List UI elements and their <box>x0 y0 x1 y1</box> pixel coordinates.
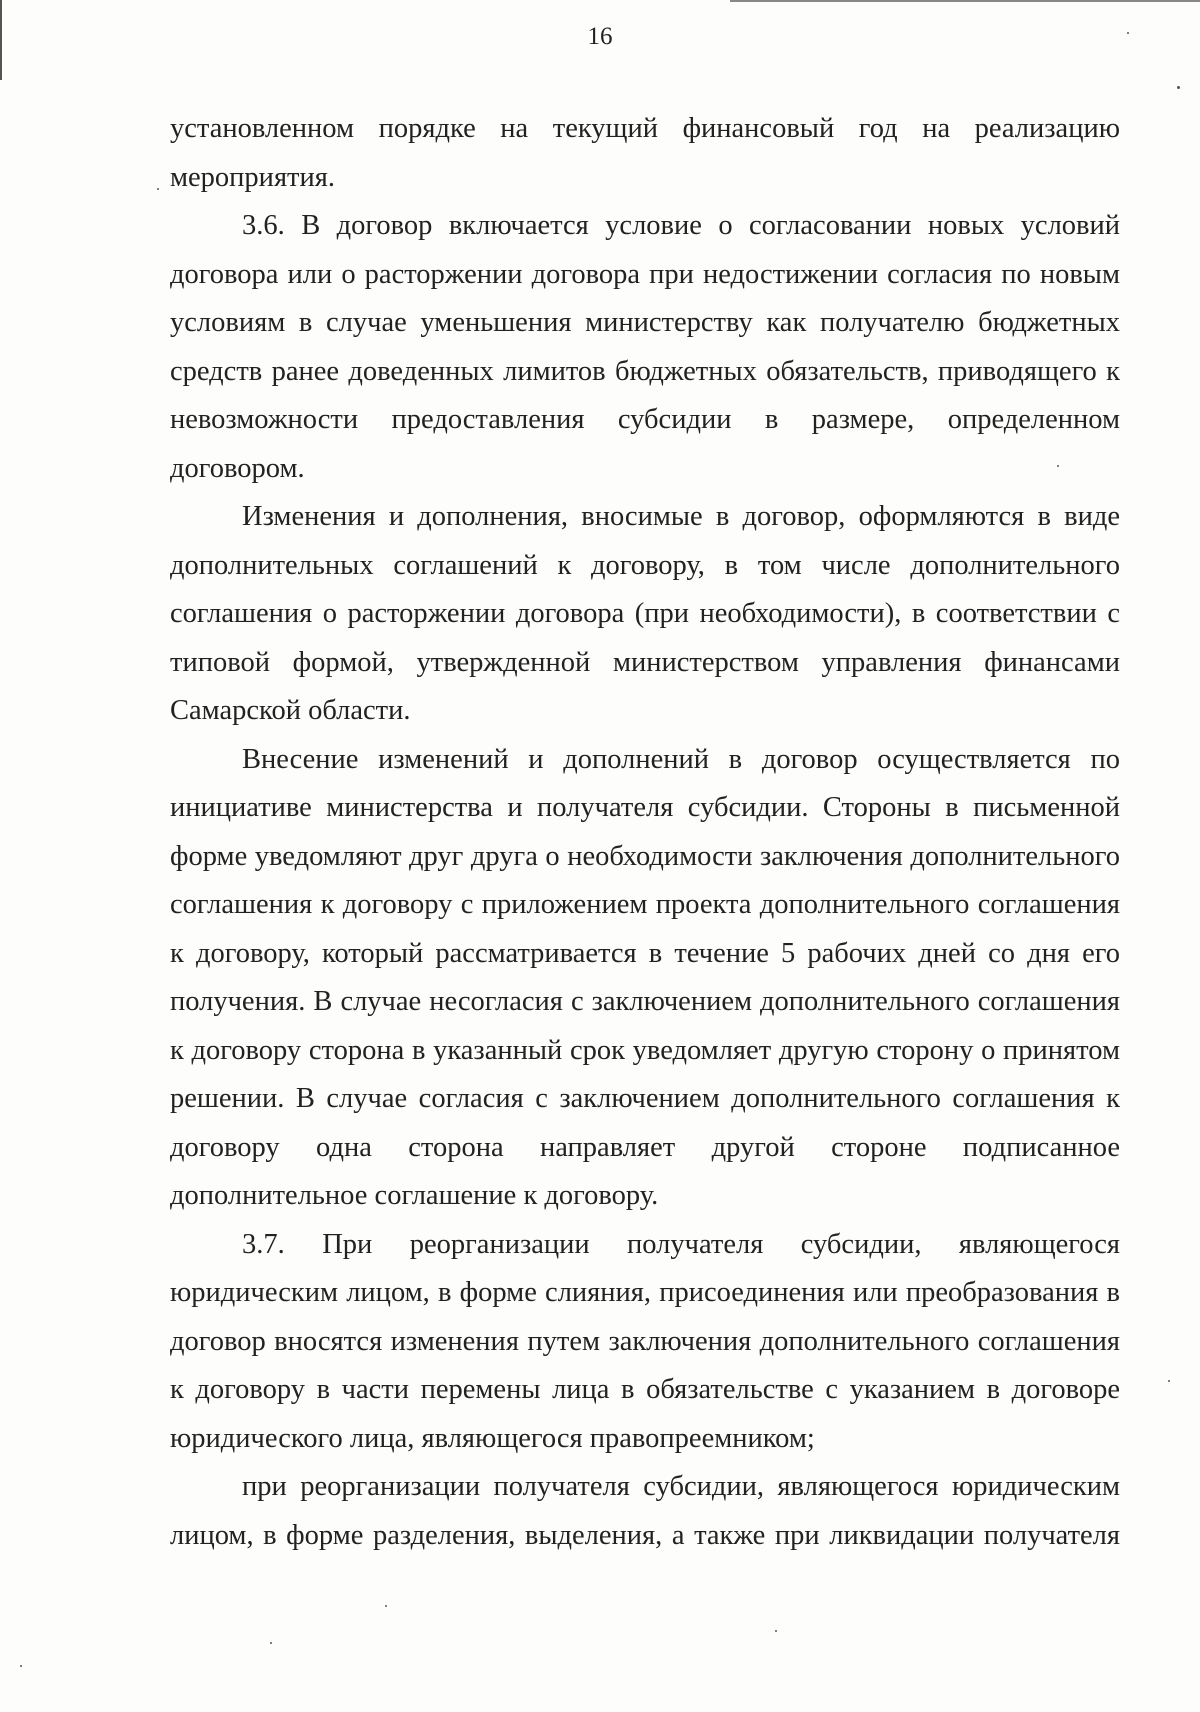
paragraph-amendment-procedure: Внесение изменений и дополнений в договор осуществляется по инициативе министерства и получателя субсидии. Стороны в письменной форме уведомляют друг друга о необходимости заключения дополнительного соглашения к договору с приложением проекта дополнительного соглашения к договору, который рассматривается в течение 5 рабочих дней со дня его получения. В случае несогласия с заключением дополнительного соглашения к договору сторона в указанный срок уведомляет другую сторону о принятом решении. В случае согласия с заключением дополнительного соглашения к договору одна сторона направляет другой стороне подписанное дополнительное соглашение к договору. <box>170 743 1120 1211</box>
scan-speck <box>1127 32 1129 34</box>
scan-edge-top <box>730 0 1200 2</box>
scan-speck <box>1168 1380 1170 1382</box>
paragraph-amendments: Изменения и дополнения, вносимые в договор, оформляются в виде дополнительных соглашений к договору, в том числе дополнительного соглашения о расторжении договора (при необходимости), в соответствии с типовой формой, утвержденной министерством управления финансами Самарской области. <box>170 501 1120 726</box>
paragraph-continuation: установленном порядке на текущий финансовый год на реализацию мероприятия. <box>170 113 1120 193</box>
scan-speck <box>1177 86 1180 89</box>
scan-speck <box>20 1665 22 1667</box>
scan-speck <box>270 1642 272 1644</box>
scan-speck <box>1057 465 1059 467</box>
scan-speck <box>157 188 159 190</box>
paragraph-reorganization: при реорганизации получателя субсидии, являющегося юридическим лицом, в форме разделения, выделения, а также при ликвидации получателя <box>170 1471 1120 1551</box>
scan-speck <box>775 1630 777 1632</box>
scan-speck <box>385 1605 387 1607</box>
paragraph-3-7: 3.7. При реорганизации получателя субсидии, являющегося юридическим лицом, в форме слияния, присоединения или преобразования в договор вносятся изменения путем заключения дополнительного соглашения к договору в части перемены лица в обязательстве с указанием в договоре юридического лица, являющегося правопреемником; <box>170 1228 1120 1454</box>
paragraph-3-6: 3.6. В договор включается условие о согласовании новых условий договора или о расторжении договора при недостижении согласия по новым условиям в случае уменьшения министерству как получателю бюджетных средств ранее доведенных лимитов бюджетных обязательств, приводящего к невозможности предоставления субсидии в размере, определенном договором. <box>170 210 1120 484</box>
page-number: 16 <box>587 23 613 50</box>
document-body <box>170 105 1120 1560</box>
